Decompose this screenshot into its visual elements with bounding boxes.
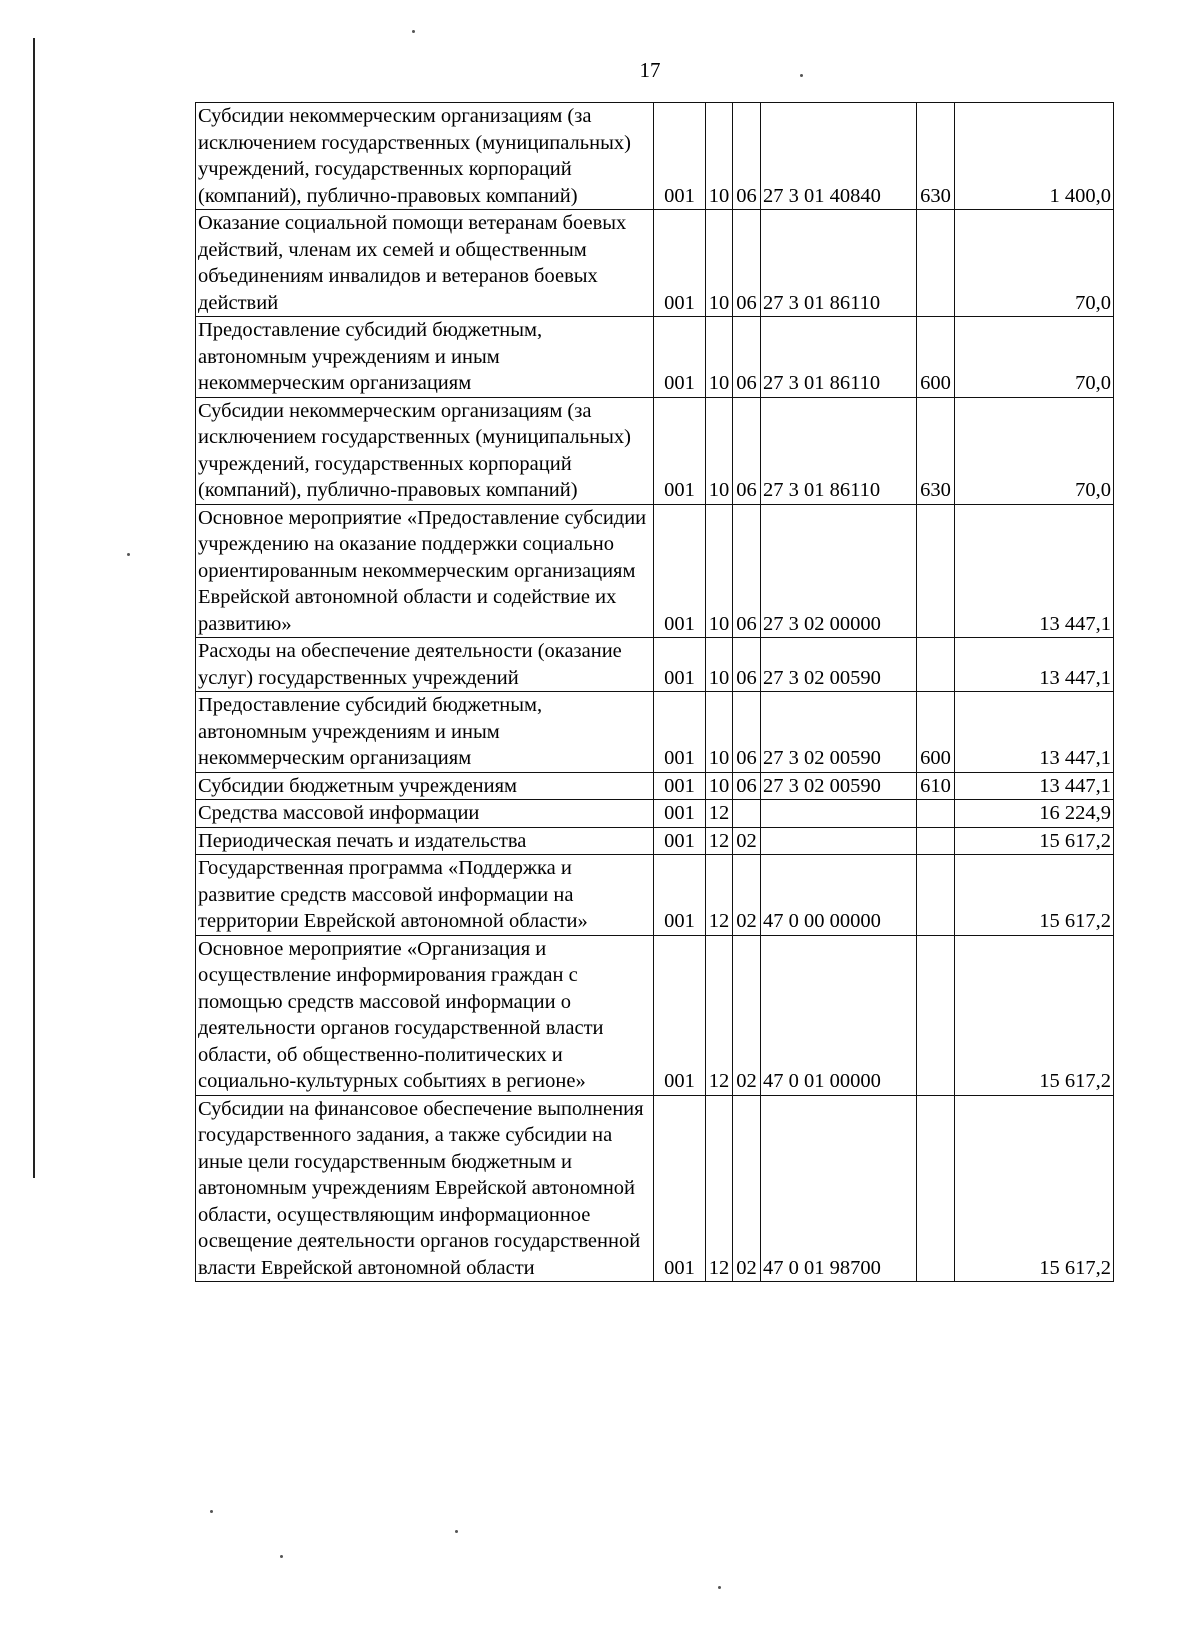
row-sum-cell: 15 617,2 bbox=[955, 855, 1114, 936]
row-gr-cell: 001 bbox=[654, 317, 706, 398]
row-pr-cell: 06 bbox=[733, 638, 761, 692]
row-gr-cell: 001 bbox=[654, 935, 706, 1095]
row-csr-cell: 27 3 01 40840 bbox=[761, 103, 917, 210]
row-vr-cell bbox=[917, 935, 955, 1095]
row-vr-cell: 600 bbox=[917, 692, 955, 773]
row-gr-cell: 001 bbox=[654, 103, 706, 210]
row-csr-cell: 47 0 01 00000 bbox=[761, 935, 917, 1095]
row-name-cell: Субсидии некоммерческим организациям (за исключением государственных (муниципальных) учреждений, государственных корпораций (компаний), публично-правовых компаний) bbox=[196, 397, 654, 504]
row-sum-cell: 70,0 bbox=[955, 317, 1114, 398]
row-vr-cell bbox=[917, 504, 955, 638]
row-name-cell: Предоставление субсидий бюджетным, автономным учреждениям и иным некоммерческим организациям bbox=[196, 317, 654, 398]
budget-table-body bbox=[196, 103, 1114, 1282]
row-rz-cell: 10 bbox=[706, 692, 733, 773]
table-row bbox=[196, 935, 1114, 1095]
scan-speck bbox=[280, 1555, 283, 1558]
row-pr-cell: 06 bbox=[733, 772, 761, 800]
row-sum-cell: 15 617,2 bbox=[955, 1095, 1114, 1282]
row-sum-cell: 70,0 bbox=[955, 210, 1114, 317]
row-rz-cell: 12 bbox=[706, 935, 733, 1095]
row-csr-cell: 47 0 01 98700 bbox=[761, 1095, 917, 1282]
row-vr-cell: 610 bbox=[917, 772, 955, 800]
row-name-cell: Расходы на обеспечение деятельности (оказание услуг) государственных учреждений bbox=[196, 638, 654, 692]
row-sum-cell: 16 224,9 bbox=[955, 800, 1114, 828]
row-gr-cell: 001 bbox=[654, 210, 706, 317]
row-gr-cell: 001 bbox=[654, 692, 706, 773]
table-row bbox=[196, 692, 1114, 773]
row-vr-cell: 630 bbox=[917, 397, 955, 504]
row-sum-cell: 15 617,2 bbox=[955, 935, 1114, 1095]
row-rz-cell: 10 bbox=[706, 210, 733, 317]
row-vr-cell bbox=[917, 827, 955, 855]
scan-speck bbox=[127, 553, 130, 556]
row-vr-cell: 600 bbox=[917, 317, 955, 398]
row-sum-cell: 13 447,1 bbox=[955, 772, 1114, 800]
scan-speck bbox=[718, 1586, 721, 1589]
row-gr-cell: 001 bbox=[654, 855, 706, 936]
row-rz-cell: 10 bbox=[706, 638, 733, 692]
row-csr-cell: 27 3 02 00590 bbox=[761, 772, 917, 800]
row-rz-cell: 12 bbox=[706, 1095, 733, 1282]
row-name-cell: Основное мероприятие «Предоставление субсидии учреждению на оказание поддержки социально ориентированным некоммерческим организациям Еврейской автономной области и содействие их развитию» bbox=[196, 504, 654, 638]
row-name-cell: Субсидии бюджетным учреждениям bbox=[196, 772, 654, 800]
budget-table bbox=[195, 102, 1114, 1282]
table-row bbox=[196, 504, 1114, 638]
row-csr-cell bbox=[761, 800, 917, 828]
table-row bbox=[196, 103, 1114, 210]
row-gr-cell: 001 bbox=[654, 397, 706, 504]
row-csr-cell: 27 3 01 86110 bbox=[761, 397, 917, 504]
page-number: 17 bbox=[639, 58, 661, 82]
row-csr-cell: 27 3 01 86110 bbox=[761, 210, 917, 317]
row-pr-cell: 06 bbox=[733, 103, 761, 210]
table-row bbox=[196, 317, 1114, 398]
table-row bbox=[196, 827, 1114, 855]
scan-speck bbox=[800, 74, 803, 77]
row-rz-cell: 10 bbox=[706, 397, 733, 504]
row-sum-cell: 70,0 bbox=[955, 397, 1114, 504]
row-rz-cell: 10 bbox=[706, 772, 733, 800]
row-pr-cell: 02 bbox=[733, 827, 761, 855]
table-row bbox=[196, 638, 1114, 692]
scan-speck bbox=[412, 30, 415, 33]
row-csr-cell: 47 0 00 00000 bbox=[761, 855, 917, 936]
row-name-cell: Основное мероприятие «Организация и осуществление информирования граждан с помощью средств массовой информации о деятельности органов государственной власти области, об общественно-политических и социально-культурных событиях в регионе» bbox=[196, 935, 654, 1095]
row-gr-cell: 001 bbox=[654, 504, 706, 638]
row-pr-cell: 06 bbox=[733, 397, 761, 504]
row-pr-cell: 02 bbox=[733, 1095, 761, 1282]
row-csr-cell bbox=[761, 827, 917, 855]
row-name-cell: Субсидии некоммерческим организациям (за исключением государственных (муниципальных) учреждений, государственных корпораций (компаний), публично-правовых компаний) bbox=[196, 103, 654, 210]
row-vr-cell bbox=[917, 800, 955, 828]
row-rz-cell: 12 bbox=[706, 827, 733, 855]
row-rz-cell: 10 bbox=[706, 504, 733, 638]
table-row bbox=[196, 210, 1114, 317]
row-pr-cell: 02 bbox=[733, 855, 761, 936]
row-sum-cell: 1 400,0 bbox=[955, 103, 1114, 210]
row-sum-cell: 13 447,1 bbox=[955, 504, 1114, 638]
row-csr-cell: 27 3 02 00590 bbox=[761, 692, 917, 773]
row-pr-cell: 06 bbox=[733, 692, 761, 773]
row-vr-cell: 630 bbox=[917, 103, 955, 210]
row-rz-cell: 10 bbox=[706, 317, 733, 398]
row-sum-cell: 15 617,2 bbox=[955, 827, 1114, 855]
row-pr-cell: 02 bbox=[733, 935, 761, 1095]
row-pr-cell bbox=[733, 800, 761, 828]
row-name-cell: Предоставление субсидий бюджетным, автономным учреждениям и иным некоммерческим организациям bbox=[196, 692, 654, 773]
row-pr-cell: 06 bbox=[733, 504, 761, 638]
row-vr-cell bbox=[917, 1095, 955, 1282]
row-gr-cell: 001 bbox=[654, 772, 706, 800]
row-rz-cell: 10 bbox=[706, 103, 733, 210]
row-name-cell: Средства массовой информации bbox=[196, 800, 654, 828]
row-sum-cell: 13 447,1 bbox=[955, 638, 1114, 692]
table-row bbox=[196, 1095, 1114, 1282]
row-name-cell: Периодическая печать и издательства bbox=[196, 827, 654, 855]
row-csr-cell: 27 3 01 86110 bbox=[761, 317, 917, 398]
row-vr-cell bbox=[917, 855, 955, 936]
table-row bbox=[196, 397, 1114, 504]
row-gr-cell: 001 bbox=[654, 800, 706, 828]
row-vr-cell bbox=[917, 210, 955, 317]
table-row bbox=[196, 800, 1114, 828]
table-row bbox=[196, 772, 1114, 800]
scan-speck bbox=[210, 1510, 213, 1513]
scan-speck bbox=[455, 1530, 458, 1533]
row-vr-cell bbox=[917, 638, 955, 692]
row-gr-cell: 001 bbox=[654, 638, 706, 692]
left-margin-line bbox=[33, 38, 35, 1178]
row-gr-cell: 001 bbox=[654, 827, 706, 855]
row-pr-cell: 06 bbox=[733, 317, 761, 398]
row-rz-cell: 12 bbox=[706, 855, 733, 936]
row-sum-cell: 13 447,1 bbox=[955, 692, 1114, 773]
row-rz-cell: 12 bbox=[706, 800, 733, 828]
row-name-cell: Субсидии на финансовое обеспечение выполнения государственного задания, а также субсидии на иные цели государственным бюджетным и автономным учреждениям Еврейской автономной области, осуществляющим информационное освещение деятельности органов государственной власти Еврейской автономной области bbox=[196, 1095, 654, 1282]
row-name-cell: Государственная программа «Поддержка и развитие средств массовой информации на территории Еврейской автономной области» bbox=[196, 855, 654, 936]
table-row bbox=[196, 855, 1114, 936]
row-csr-cell: 27 3 02 00000 bbox=[761, 504, 917, 638]
row-pr-cell: 06 bbox=[733, 210, 761, 317]
row-gr-cell: 001 bbox=[654, 1095, 706, 1282]
row-csr-cell: 27 3 02 00590 bbox=[761, 638, 917, 692]
row-name-cell: Оказание социальной помощи ветеранам боевых действий, членам их семей и общественным объединениям инвалидов и ветеранов боевых действий bbox=[196, 210, 654, 317]
